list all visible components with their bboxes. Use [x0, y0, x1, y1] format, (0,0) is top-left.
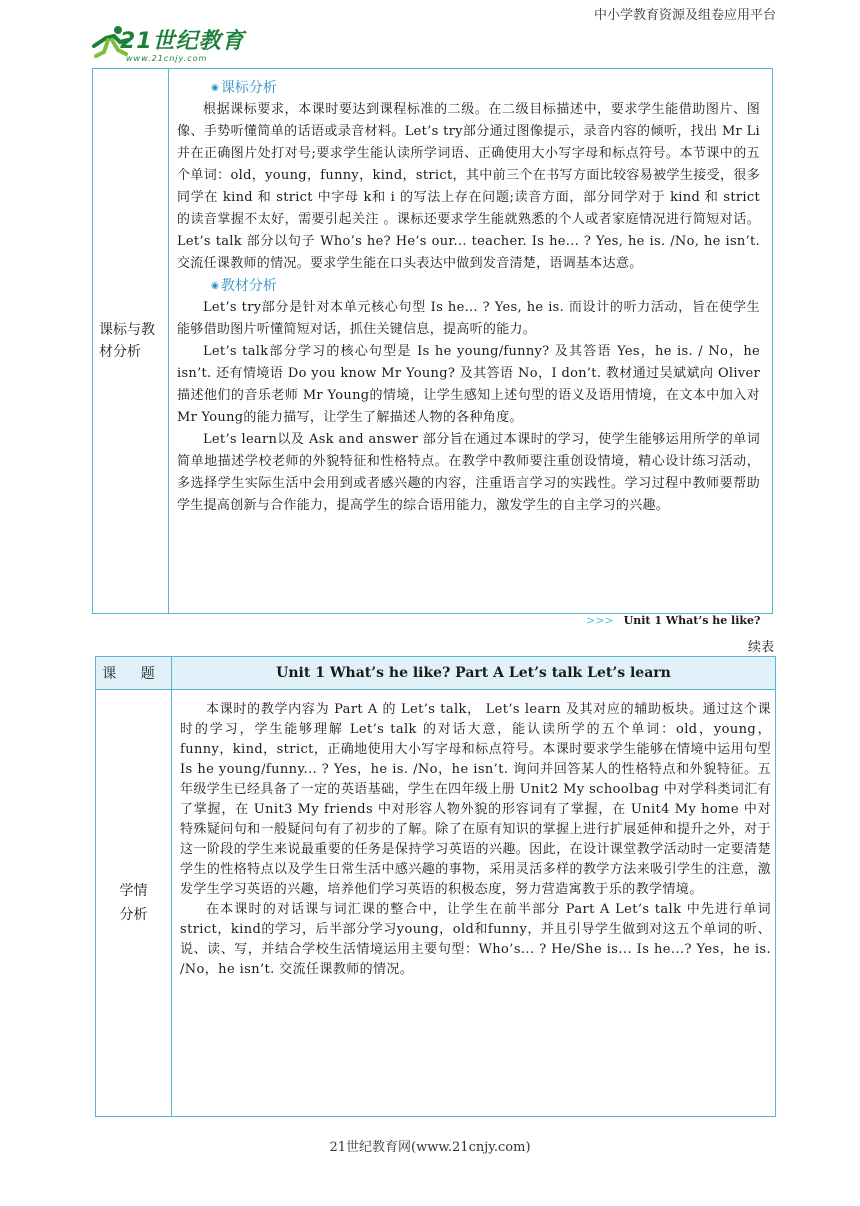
paragraph: Let’s try部分是针对本单元核心句型 Is he... ? Yes, he is. 而设计的听力活动，旨在使学生能够借助图片听懂简短对话，抓住关键信息，提高听的能力。	[177, 300, 760, 337]
row-label-cell	[93, 69, 169, 614]
student-analysis-content	[172, 690, 776, 1117]
paragraph: 根据课标要求，本课时要达到课程标准的二级。在二级目标描述中，要求学生能借助图片、图像、手势听懂简单的话语或录音材料。Let’s try部分通过图像提示，录音内容的倾听，找出 Mr Li 并在正确图片处打对号;要求学生能认读所学词语、正确使用大小写字母和标点符号。本节课中的五个单词：old，young，funny，kind，strict，其中前三个在书写方面比较容易被学生接受，很多同学在 kind 和 strict 中字母 k和 i 的写法上存在问题;读音方面，部分同学对于 kind 和 strict 的读音掌握不太好，需要引起关注 。课标还要求学生能就熟悉的个人或者家庭情况进行简短对话。Let’s talk 部分以句子 Who’s he? He’s our... teacher. Is he... ? Yes, he is. /No, he isn’t. 交流任课教师的情况。要求学生能在口头表达中做到发音清楚，语调基本达意。	[177, 102, 760, 271]
student-analysis-table	[95, 656, 776, 1117]
continued-label: 续表	[748, 640, 775, 655]
section-title-textbook	[177, 275, 760, 297]
curriculum-analysis-table	[92, 68, 773, 614]
footer: 21世纪教育网(www.21cnjy.com)	[329, 1140, 531, 1155]
logo	[90, 22, 270, 72]
row-label: 课标与教材分析	[99, 322, 155, 360]
paragraph: Let’s talk部分学习的核心句型是 Is he young/funny? 及其答语 Yes，he is. / No，he isn’t. 还有情境语 Do you know Mr Young? 及其答语 No，I don’t. 教材通过吴斌斌向 Oliver 描述他们的音乐老师 Mr Young的情境，让学生感知上述句型的语义及语用情境，在文本中加入对 Mr Young的能力描写，让学生了解描述人物的各种角度。	[177, 344, 760, 425]
header-label: 课 题	[96, 657, 172, 690]
paragraph: 本课时的教学内容为 Part A 的 Let’s talk， Let’s learn 及其对应的辅助板块。通过这个课时的学习，学生能够理解 Let’s talk 的对话大意，能认读所学的五个单词：old，young，funny，kind，strict，正确地使用大小写字母和标点符号。本课时要求学生能够在情境中运用句型 Is he young/funny... ? Yes，he is. /No，he isn’t. 询问并回答某人的性格特点和外貌特征。五年级学生已经具备了一定的英语基础，学生在四年级上册 Unit2 My schoolbag 中对学科类词汇有了掌握，在 Unit3 My friends 中对形容人物外貌的形容词有了掌握，在 Unit4 My home 中对特殊疑问句和一般疑问句有了初步的了解。除了在原有知识的掌握上进行扩展延伸和提升之外，对于这一阶段的学生来说最重要的任务是保持学习英语的兴趣。因此，在设计课堂教学活动时一定要清楚学生的性格特点以及学生日常生活中感兴趣的事物，采用灵活多样的教学方法来吸引学生的注意，激发学生学习英语的兴趣，培养他们学习英语的积极态度，努力营造寓教于乐的教学情境。	[180, 702, 771, 897]
row-label-cell	[96, 690, 172, 1117]
paragraph: Let’s learn以及 Ask and answer 部分旨在通过本课时的学习，使学生能够运用所学的单词简单地描述学校老师的外貌特征和性格特点。在教学中教师要注重创设情境，精心设计练习活动，多选择学生实际生活中会用到或者感兴趣的内容，注重语言学习的实践性。学习过程中教师要帮助学生提高创新与合作能力，提高学生的综合语用能力，激发学生的自主学习的兴趣。	[177, 432, 760, 513]
unit-reference	[586, 614, 760, 627]
header-title: Unit 1 What’s he like? Part A Let’s talk Let’s learn	[172, 657, 776, 690]
section-title-text: 教材分析	[220, 278, 277, 294]
bullet-icon: ◉	[211, 83, 219, 93]
logo-url: www.21cnjy.com	[126, 54, 208, 63]
arrows-icon: >>>	[586, 614, 614, 627]
analysis-content	[169, 69, 773, 614]
bullet-icon: ◉	[211, 281, 219, 291]
paragraph: 在本课时的对话课与词汇课的整合中，让学生在前半部分 Part A Let’s talk 中先进行单词strict，kind的学习，后半部分学习young，old和funny，并且引导学生做到对这五个单词的听、说、读、写，并结合学校生活情境运用主要句型：Who’s... ? He/She is... Is he...? Yes，he is. /No，he isn’t. 交流任课教师的情况。	[180, 902, 771, 977]
platform-title: 中小学教育资源及组卷应用平台	[593, 8, 776, 23]
unit-reference-text: Unit 1 What’s he like?	[623, 614, 761, 627]
logo-text: 21世纪教育	[120, 29, 245, 54]
row-label: 学情分析	[119, 883, 148, 923]
section-title-curriculum	[177, 77, 760, 99]
section-title-text: 课标分析	[220, 80, 277, 96]
